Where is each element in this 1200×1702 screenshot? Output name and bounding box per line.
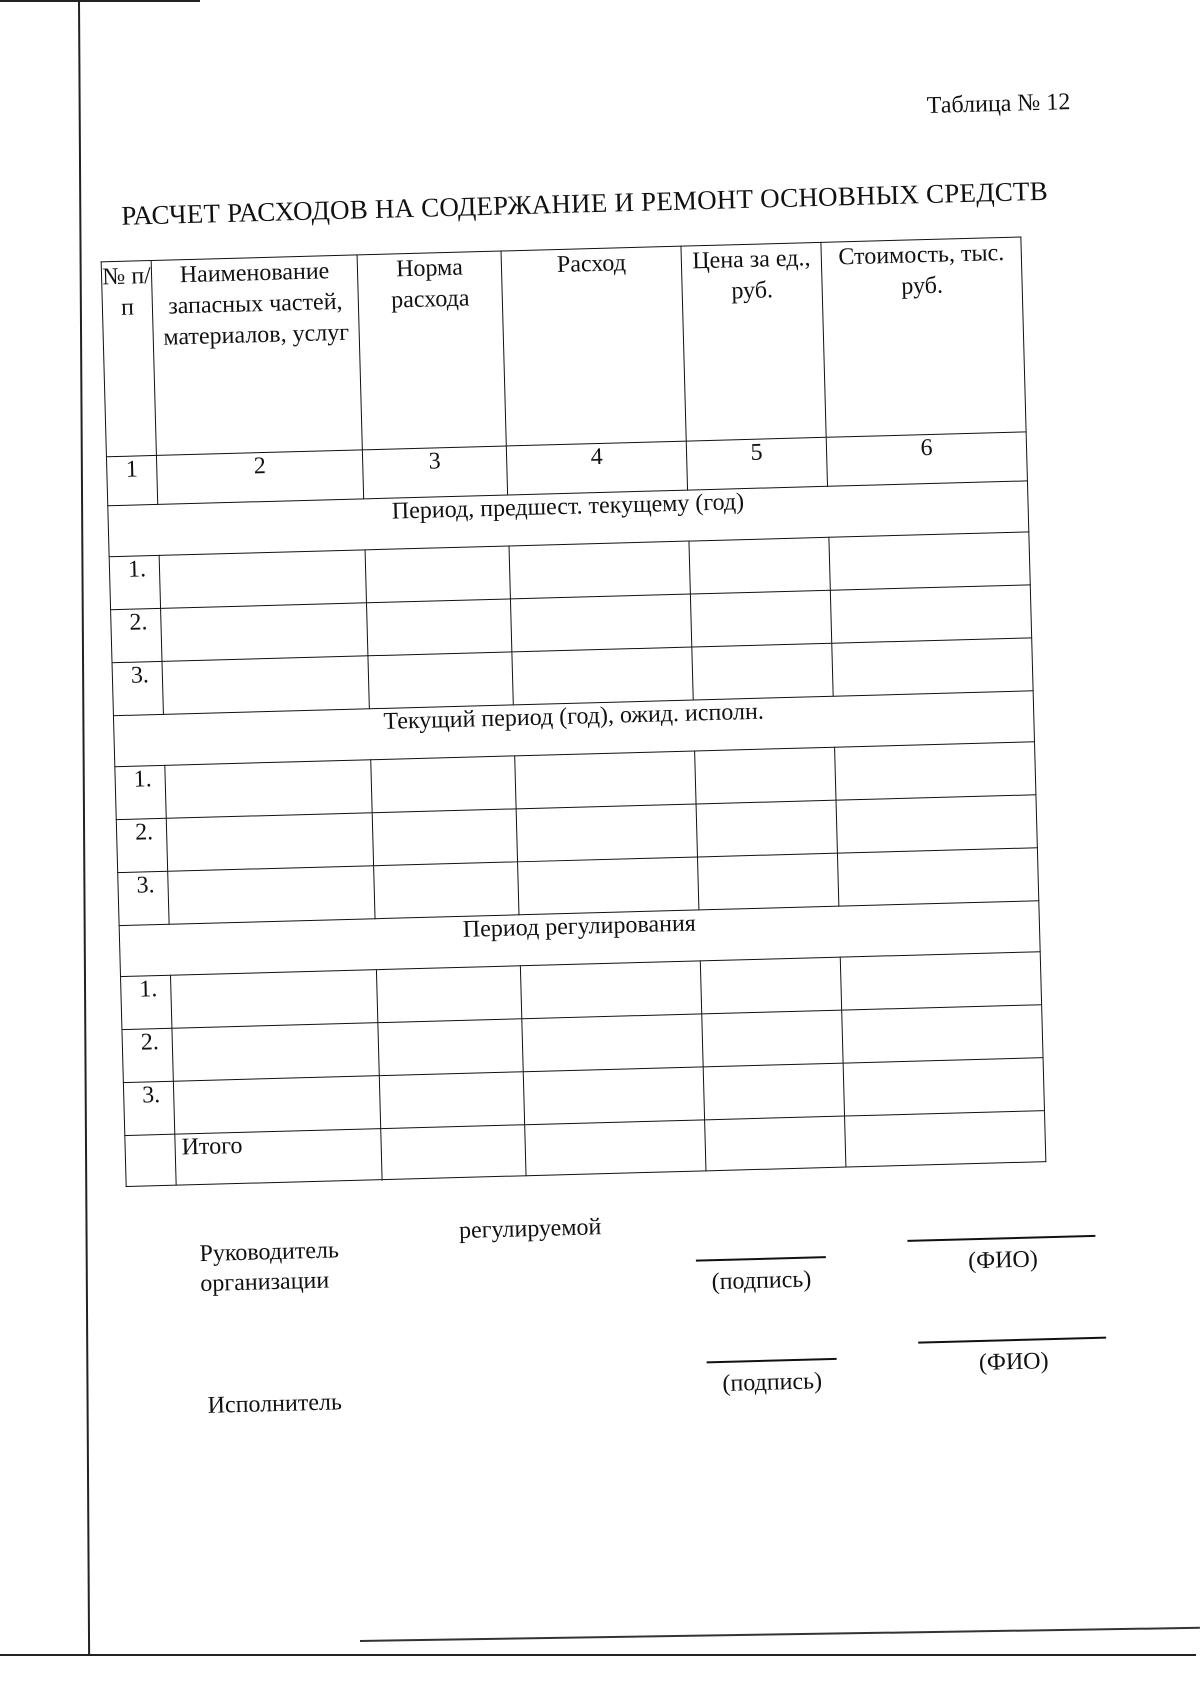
cost-cell[interactable] [832,638,1033,696]
total-unit-price-cell[interactable] [705,1116,846,1171]
item-name-cell[interactable] [165,760,372,819]
header-consumption: Расход [501,246,686,446]
norm-cell[interactable] [366,599,511,656]
row-index: 1. [121,975,172,1029]
expense-table [101,236,1047,1187]
item-name-cell[interactable] [170,970,377,1029]
head-label-regulated: регулируемой [458,1214,602,1245]
norm-cell[interactable] [376,966,521,1023]
unit-price-cell[interactable] [700,957,841,1014]
row-index: 2. [122,1028,173,1082]
column-number: 4 [506,441,687,495]
row-index: 3. [118,871,169,925]
cost-cell[interactable] [840,952,1041,1010]
total-label: Итого [175,1129,382,1186]
unit-price-cell[interactable] [692,643,833,700]
executor-signature-caption: (подпись) [722,1368,823,1397]
norm-cell[interactable] [368,652,513,709]
item-name-cell[interactable] [159,550,366,609]
header-norm: Норма расхода [357,251,506,450]
unit-price-cell[interactable] [702,1010,843,1067]
header-index: № п/п [101,261,156,457]
executor-name-line[interactable] [918,1337,1106,1344]
cost-cell[interactable] [843,1058,1044,1116]
head-name-line[interactable] [907,1235,1095,1242]
header-cost: Стоимость, тыс. руб. [821,237,1026,437]
total-cost-cell[interactable] [845,1111,1046,1167]
consumption-cell[interactable] [510,594,691,652]
table-number: Таблица № 12 [926,89,1071,119]
unit-price-cell[interactable] [703,1063,844,1120]
cost-cell[interactable] [835,742,1036,800]
column-number: 2 [156,450,363,505]
header-item-name: Наименование запасных частей, материалов, услуг [151,255,362,456]
total-norm-cell[interactable] [381,1125,526,1180]
consumption-cell[interactable] [515,751,696,809]
norm-cell[interactable] [372,809,517,866]
consumption-cell[interactable] [518,857,699,915]
norm-cell[interactable] [374,862,519,919]
page-edge-top [0,0,200,2]
head-signature-caption: (подпись) [711,1266,812,1296]
consumption-cell[interactable] [516,804,697,862]
header-unit-price: Цена за ед., руб. [681,242,826,441]
cost-cell[interactable] [829,532,1030,590]
header-row [101,237,1026,457]
row-index: 3. [112,661,163,715]
total-index-cell [125,1134,176,1186]
section-title: Период, предшест. текущему (год) [108,481,1029,557]
head-signature-line[interactable] [696,1256,826,1261]
cost-cell[interactable] [842,1005,1043,1063]
executor-signature-line[interactable] [707,1358,837,1363]
head-name-caption: (ФИО) [967,1246,1039,1275]
column-number: 6 [826,432,1027,486]
executor-name-caption: (ФИО) [978,1348,1049,1377]
consumption-cell[interactable] [509,541,690,599]
cost-cell[interactable] [830,585,1031,643]
unit-price-cell[interactable] [695,747,836,804]
norm-cell[interactable] [379,1072,524,1129]
section-title: Текущий период (год), ожид. исполн. [113,691,1034,767]
row-index: 1. [109,555,160,609]
norm-cell[interactable] [378,1019,523,1076]
head-label [199,1235,340,1299]
total-consumption-cell[interactable] [525,1120,706,1176]
row-index: 3. [123,1081,174,1135]
column-number: 5 [686,437,827,490]
executor-label: Исполнитель [207,1389,343,1419]
head-label-line2: организации [200,1267,330,1298]
unit-price-cell[interactable] [690,590,831,647]
item-name-cell[interactable] [166,813,373,872]
item-name-cell[interactable] [173,1076,380,1135]
item-name-cell[interactable] [162,656,369,715]
item-name-cell[interactable] [161,603,368,662]
consumption-cell[interactable] [523,1067,704,1125]
consumption-cell[interactable] [512,647,693,705]
consumption-cell[interactable] [520,961,701,1019]
row-index: 1. [115,765,166,819]
cost-cell[interactable] [837,848,1038,906]
unit-price-cell[interactable] [696,800,837,857]
cost-cell[interactable] [836,795,1037,853]
item-name-cell[interactable] [172,1023,379,1082]
head-label-line1: Руководитель [199,1237,340,1268]
column-number: 3 [362,446,507,499]
section-title: Период регулирования [119,901,1040,977]
document-title: РАСЧЕТ РАСХОДОВ НА СОДЕРЖАНИЕ И РЕМОНТ ОСНОВНЫХ СРЕДСТВ [121,175,1049,231]
column-number: 1 [106,455,157,505]
item-name-cell[interactable] [168,866,375,925]
unit-price-cell[interactable] [697,853,838,910]
norm-cell[interactable] [371,756,516,813]
row-index: 2. [116,818,167,872]
consumption-cell[interactable] [522,1014,703,1072]
norm-cell[interactable] [365,546,510,603]
row-index: 2. [111,608,162,662]
unit-price-cell[interactable] [689,537,830,594]
